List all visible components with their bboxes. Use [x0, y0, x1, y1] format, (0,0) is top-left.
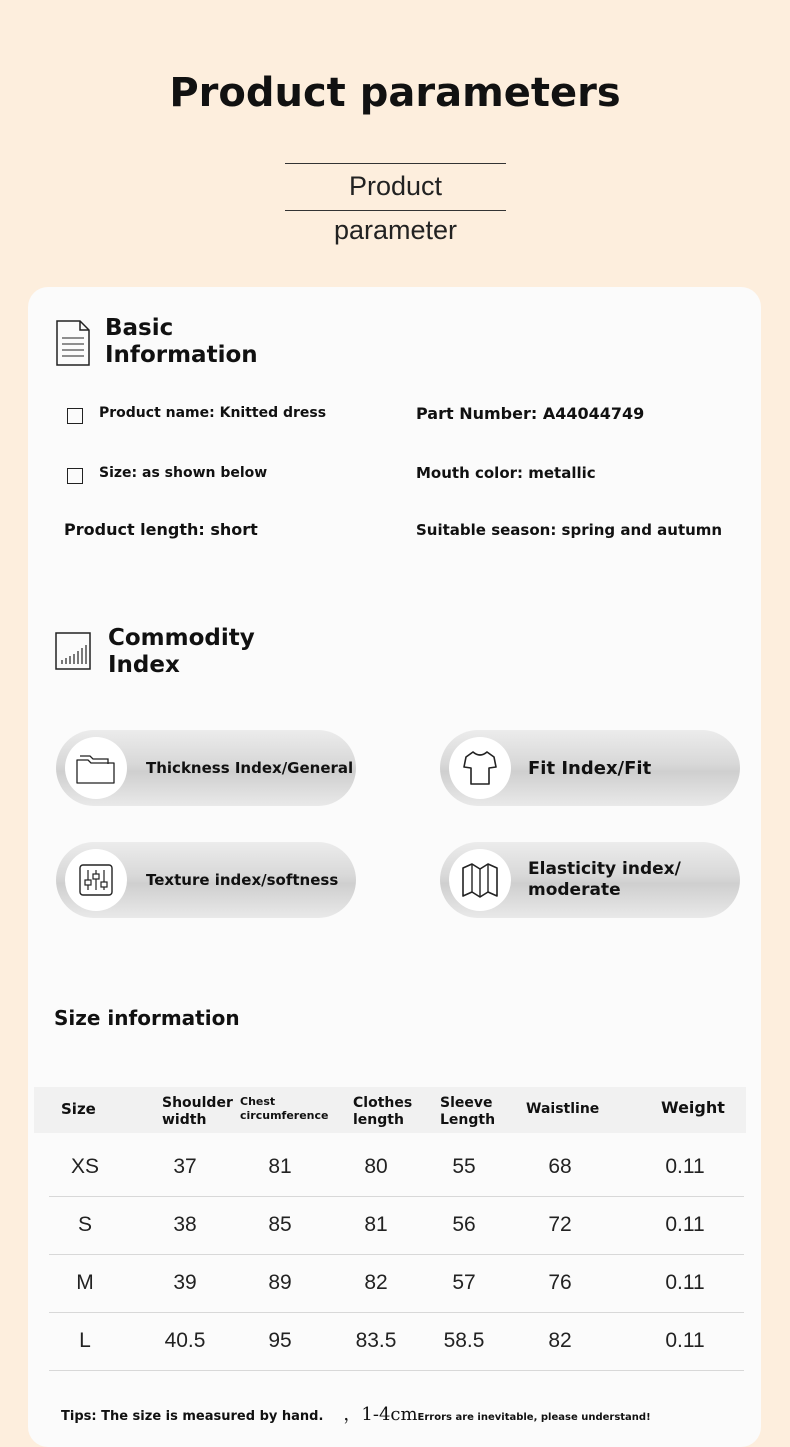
thickness-index-pill [56, 730, 356, 806]
checkbox-size [67, 468, 83, 484]
basic-info-heading [105, 315, 258, 369]
cell-chest: 85 [268, 1213, 292, 1236]
suitable-season: Suitable season: spring and autumn [416, 521, 723, 539]
tips-range: ，1-4cm [343, 1404, 418, 1425]
sliders-icon [65, 849, 127, 911]
product-length: Product length: short [64, 520, 258, 539]
cell-chest: 81 [268, 1155, 292, 1178]
thickness-index-label: Thickness Index/General [146, 758, 354, 777]
cell-shoulder: 37 [173, 1155, 197, 1178]
header-shoulder-line2: width [162, 1112, 207, 1128]
folded-map-icon [449, 849, 511, 911]
cell-chest: 95 [268, 1329, 292, 1352]
header-shoulder-line1: Shoulder [162, 1095, 233, 1111]
table-row [49, 1138, 744, 1197]
header-chest-line1: Chest [240, 1095, 276, 1108]
product-name: Product name: Knitted dress [99, 405, 327, 421]
cell-shoulder: 39 [173, 1271, 197, 1294]
header-chest-line2: circumference [240, 1109, 329, 1122]
commodity-index-heading [108, 625, 255, 679]
cell-sleeve: 55 [452, 1155, 476, 1178]
cell-clothes: 83.5 [355, 1329, 397, 1352]
cell-waist: 76 [548, 1271, 572, 1294]
size-info-title: Size information [54, 1006, 240, 1030]
header-size: Size [61, 1100, 96, 1118]
header-sleeve-length [440, 1095, 495, 1129]
basic-heading-line2: Information [105, 342, 258, 368]
fit-index-pill [440, 730, 740, 806]
cell-waist: 72 [548, 1213, 572, 1236]
header-waistline: Waistline [526, 1101, 600, 1117]
elasticity-index-pill [440, 842, 740, 918]
cell-size: M [76, 1271, 94, 1294]
cell-waist: 82 [548, 1329, 572, 1352]
tips-start: Tips: The size is measured by hand. [61, 1409, 324, 1424]
cell-sleeve: 57 [452, 1271, 476, 1294]
bar-chart-icon [55, 632, 91, 670]
table-row [49, 1312, 744, 1371]
fit-index-label: Fit Index/Fit [528, 757, 652, 779]
cell-size: XS [70, 1155, 99, 1178]
elasticity-label-line1: Elasticity index/ [528, 859, 681, 879]
measurement-tips [61, 1400, 651, 1426]
elasticity-label-line2: moderate [528, 880, 621, 900]
header-clothes-length [353, 1095, 412, 1129]
cell-chest: 89 [268, 1271, 292, 1294]
cell-clothes: 82 [364, 1271, 388, 1294]
header-shoulder [162, 1095, 233, 1129]
cell-sleeve: 56 [452, 1213, 476, 1236]
cell-weight: 0.11 [665, 1271, 705, 1294]
elasticity-index-label [528, 859, 681, 901]
folder-icon [65, 737, 127, 799]
size-text: Size: as shown below [99, 465, 268, 481]
header-weight: Weight [661, 1098, 725, 1117]
cell-clothes: 81 [364, 1213, 388, 1236]
cell-size: L [79, 1329, 91, 1352]
cell-sleeve: 58.5 [443, 1329, 485, 1352]
cell-clothes: 80 [364, 1155, 388, 1178]
cell-shoulder: 38 [173, 1213, 197, 1236]
part-number: Part Number: A44044749 [416, 404, 645, 423]
cell-weight: 0.11 [665, 1213, 705, 1236]
cell-weight: 0.11 [665, 1155, 705, 1178]
size-table-header [34, 1087, 746, 1133]
commodity-heading-line2: Index [108, 652, 180, 678]
cell-shoulder: 40.5 [164, 1329, 206, 1352]
table-row [49, 1196, 744, 1255]
basic-heading-line1: Basic [105, 315, 174, 341]
header-clothes-line1: Clothes [353, 1095, 413, 1111]
checkbox-product-name [67, 408, 83, 424]
header-chest [240, 1095, 328, 1123]
table-row [49, 1254, 744, 1313]
commodity-heading-line1: Commodity [108, 625, 255, 651]
page-subtitle: Product parameter [285, 163, 506, 211]
cell-waist: 68 [548, 1155, 572, 1178]
texture-index-label: Texture index/softness [146, 870, 339, 889]
mouth-color: Mouth color: metallic [416, 464, 596, 482]
header-sleeve-line2: Length [440, 1112, 496, 1128]
document-icon [56, 320, 90, 366]
tips-end: Errors are inevitable, please understand! [417, 1412, 651, 1423]
page-title: Product parameters [169, 70, 621, 116]
header-sleeve-line1: Sleeve [440, 1095, 493, 1111]
cell-size: S [77, 1213, 92, 1236]
cell-weight: 0.11 [665, 1329, 705, 1352]
header-clothes-line2: length [353, 1112, 404, 1128]
tshirt-icon [449, 737, 511, 799]
texture-index-pill [56, 842, 356, 918]
